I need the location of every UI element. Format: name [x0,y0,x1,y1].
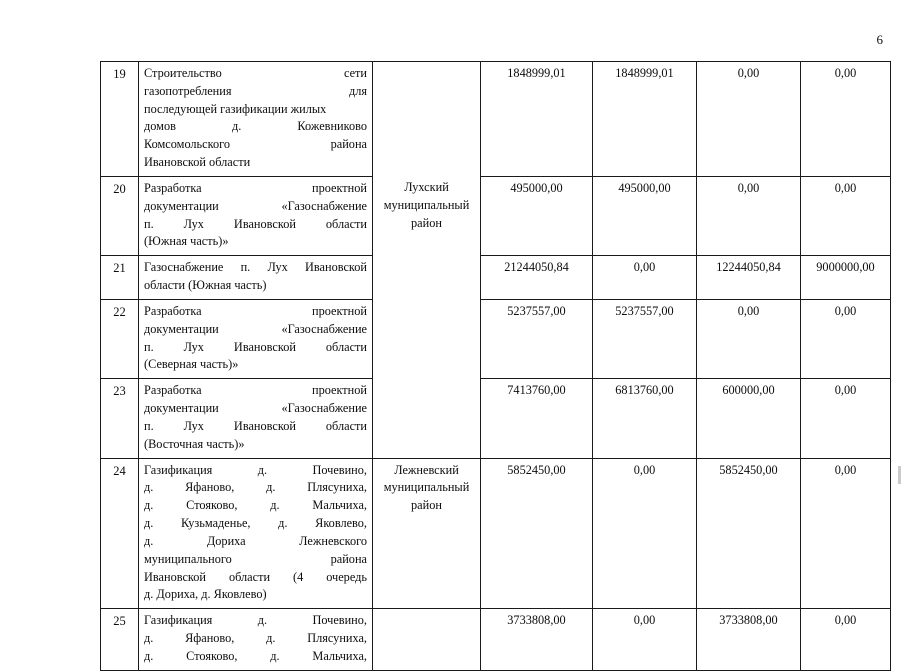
name-line: п. Лух Ивановской области [144,339,367,354]
region-line: район [411,498,442,513]
name-line: д. Яфаново, д. Плясуниха, [144,631,367,646]
table-row [101,458,891,609]
row-value-3: 0,00 [697,176,801,255]
name-line: (Северная часть)» [144,357,239,372]
row-value-3: 600000,00 [697,379,801,458]
table-row [101,256,891,300]
region-line: район [411,216,442,231]
row-value-1: 7413760,00 [481,379,593,458]
row-region [373,176,481,255]
row-region [373,256,481,300]
row-value-1: 5237557,00 [481,299,593,378]
name-line: д. Дориха Лежневского [144,533,367,548]
name-line: п. Лух Ивановской области [144,216,367,231]
name-line: области (Южная часть) [144,278,267,293]
region-line: муниципальный [383,198,470,213]
name-line: Газификация д. Почевино, [144,613,367,628]
table-row [101,299,891,378]
scan-artifact [898,466,901,484]
row-name [139,299,373,378]
name-line: п. Лух Ивановской области [144,418,367,433]
row-region [373,609,481,670]
name-line: Газоснабжение п. Лух Ивановской [144,260,367,275]
row-name [139,379,373,458]
row-value-4: 0,00 [801,379,891,458]
region-line: Лухский [404,180,449,195]
row-number: 19 [101,62,139,177]
name-line: последующей газификации жилых [144,101,327,116]
name-line: Строительство сети [144,66,367,80]
table-container [100,61,890,671]
row-value-3: 0,00 [697,62,801,177]
row-value-2: 0,00 [593,609,697,670]
table-row [101,176,891,255]
table-row [101,62,891,177]
table-row [101,609,891,670]
region-line: муниципальный [383,480,470,495]
row-number: 23 [101,379,139,458]
data-table [100,61,891,671]
row-region [373,299,481,378]
row-region [373,379,481,458]
row-value-4: 0,00 [801,458,891,609]
name-line: муниципального района [144,551,367,566]
row-value-2: 0,00 [593,458,697,609]
row-value-3: 0,00 [697,299,801,378]
row-value-4: 0,00 [801,299,891,378]
row-value-2: 5237557,00 [593,299,697,378]
row-value-2: 6813760,00 [593,379,697,458]
row-value-3: 3733808,00 [697,609,801,670]
row-value-1: 3733808,00 [481,609,593,670]
row-region [373,458,481,609]
name-line: д. Дориха, д. Яковлево) [144,587,267,602]
row-region [373,62,481,177]
row-name [139,62,373,177]
name-line: Комсомольского района [144,137,367,152]
name-line: д. Кузьмаденье, д. Яковлево, [144,516,367,531]
row-value-2: 0,00 [593,256,697,300]
name-line: газопотребления для [144,83,367,98]
row-value-1: 5852450,00 [481,458,593,609]
row-number: 25 [101,609,139,670]
name-line: документации «Газоснабжение [144,321,367,336]
name-line: Разработка проектной [144,180,367,195]
row-number: 21 [101,256,139,300]
row-value-1: 495000,00 [481,176,593,255]
row-value-4: 0,00 [801,609,891,670]
name-line: домов д. Кожевниково [144,119,367,134]
table-row [101,379,891,458]
row-value-2: 495000,00 [593,176,697,255]
row-value-4: 9000000,00 [801,256,891,300]
row-value-3: 5852450,00 [697,458,801,609]
name-line: (Южная часть)» [144,234,229,249]
name-line: д. Стояково, д. Мальчиха, [144,648,367,663]
name-line: Разработка проектной [144,383,367,398]
name-line: Газификация д. Почевино, [144,462,367,477]
row-value-4: 0,00 [801,176,891,255]
row-name [139,609,373,670]
row-number: 22 [101,299,139,378]
row-value-4: 0,00 [801,62,891,177]
name-line: Разработка проектной [144,303,367,318]
page-number: 6 [876,32,883,47]
row-number: 20 [101,176,139,255]
row-number: 24 [101,458,139,609]
row-value-1: 1848999,01 [481,62,593,177]
region-line: Лежневский [394,462,459,477]
name-line: документации «Газоснабжение [144,198,367,213]
row-name [139,256,373,300]
row-name [139,176,373,255]
row-name [139,458,373,609]
name-line: Ивановской области [144,155,251,170]
row-value-3: 12244050,84 [697,256,801,300]
name-line: Ивановской области (4 очередь [144,569,367,584]
name-line: (Восточная часть)» [144,436,245,451]
row-value-2: 1848999,01 [593,62,697,177]
name-line: документации «Газоснабжение [144,401,367,416]
name-line: д. Стояково, д. Мальчиха, [144,498,367,513]
row-value-1: 21244050,84 [481,256,593,300]
name-line: д. Яфаново, д. Плясуниха, [144,480,367,495]
